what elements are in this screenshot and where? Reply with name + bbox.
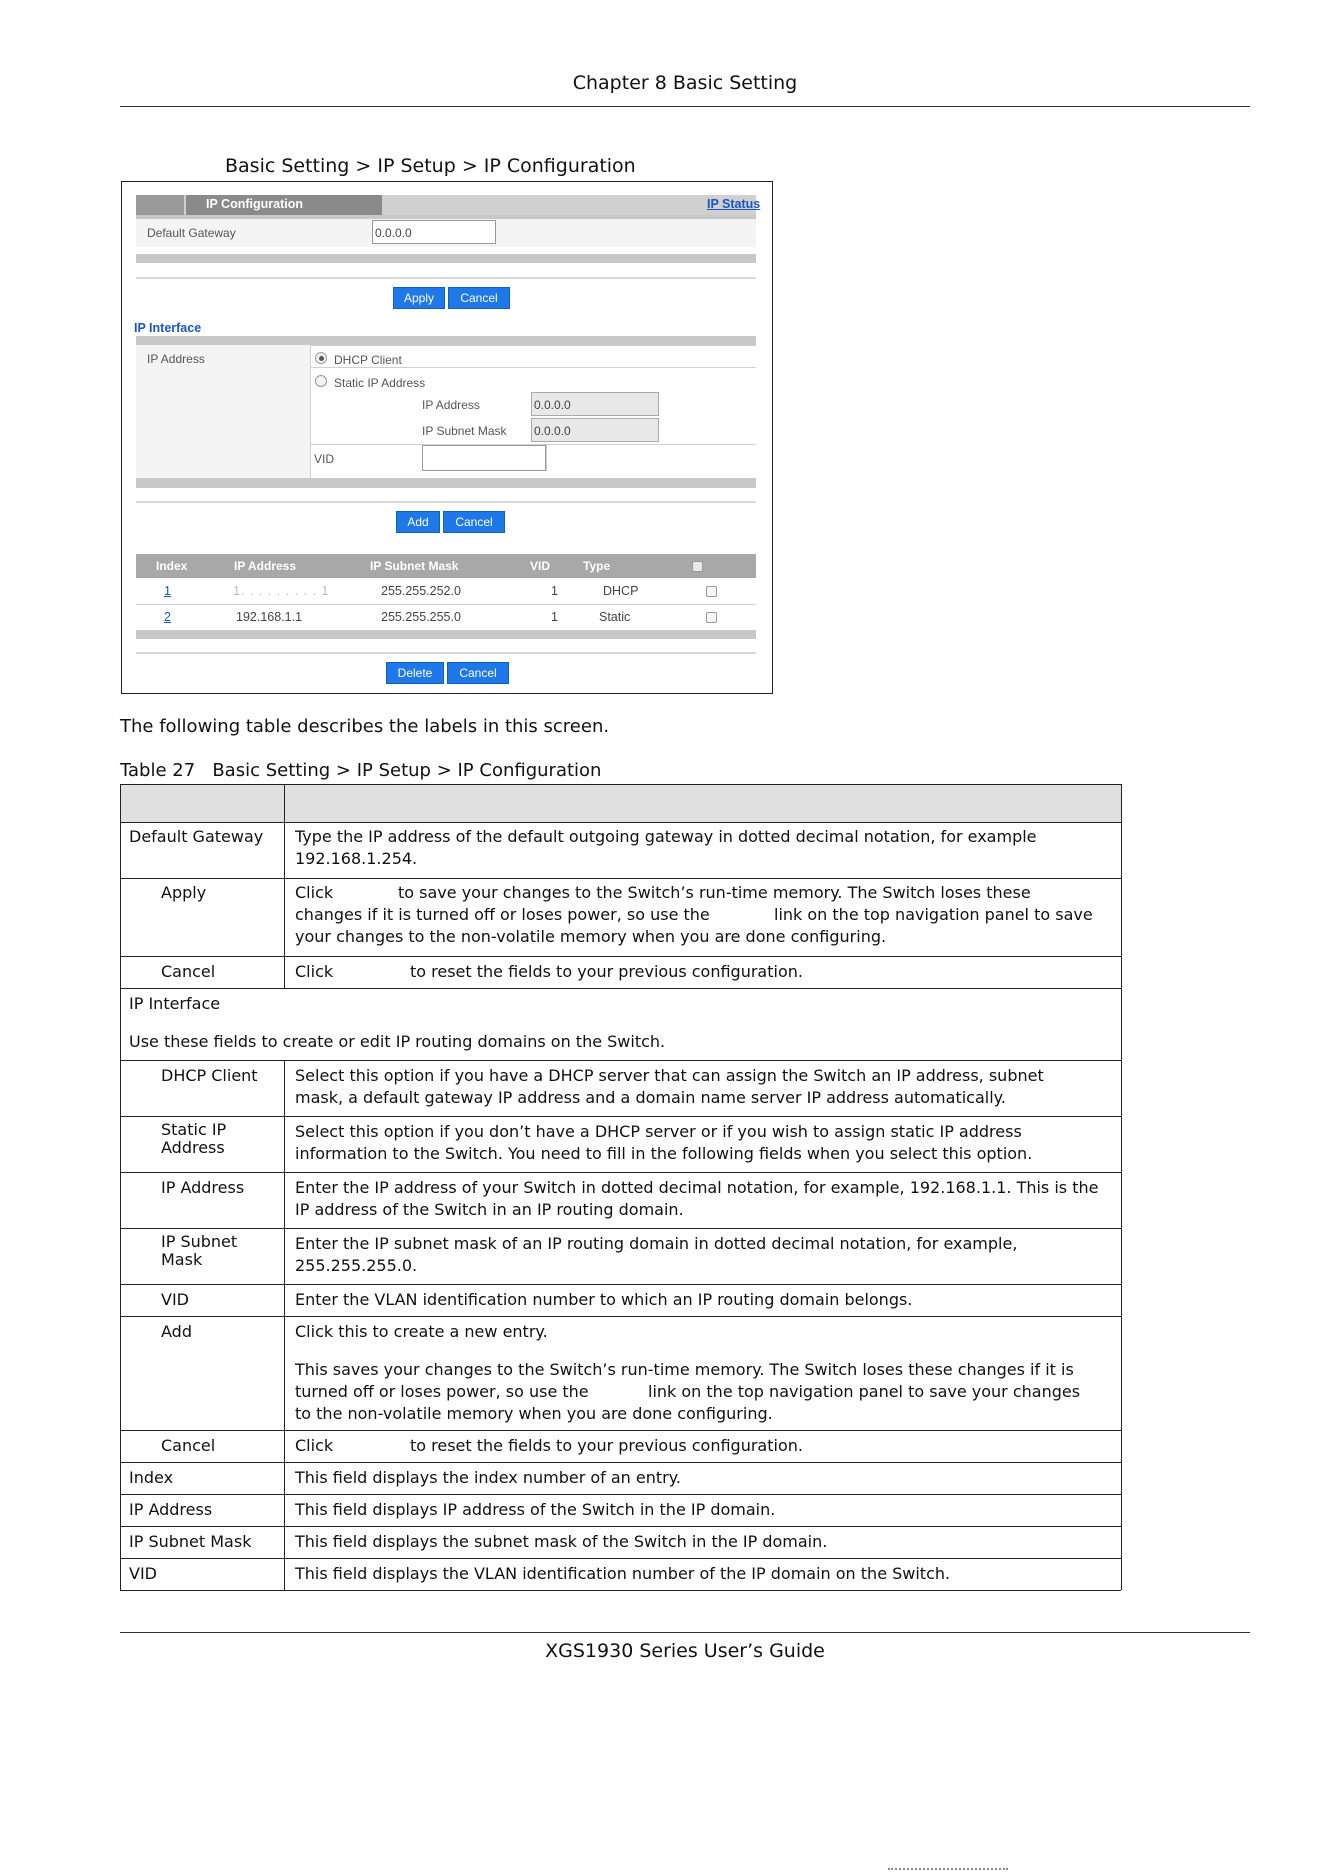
dhcp-client-label: DHCP Client (334, 353, 402, 367)
row-desc-ip-address: Enter the IP address of your Switch in dotted decimal notation, for example, 192.168.1.1. This is the IP address of the Switch in an IP routing domain. (295, 1178, 1099, 1219)
ip-configuration-screenshot (121, 181, 773, 694)
col-index: Index (156, 559, 188, 573)
row-desc-dhcp-client: Select this option if you have a DHCP server that can assign the Switch an IP address, subnet mask, a default gateway IP address and a domain name server IP address automatically. (295, 1066, 1044, 1107)
default-gateway-label: Default Gateway (147, 226, 236, 240)
row-label-ip-interface: IP Interface (129, 994, 221, 1013)
page-footer: XGS1930 Series User’s Guide (545, 1640, 825, 1662)
figure-caption: Basic Setting > IP Setup > IP Configuration (225, 155, 636, 177)
row-label-cancel-add: Cancel (161, 1436, 216, 1455)
header-rule (120, 106, 1250, 107)
row-type: DHCP (603, 584, 639, 598)
page-header: Chapter 8 Basic Setting (572, 72, 798, 94)
apply-button[interactable]: Apply (393, 287, 445, 309)
row-desc-cancel-b: to reset the fields to your previous configuration. (410, 962, 803, 981)
row-desc-vid: Enter the VLAN identification number to which an IP routing domain belongs. (295, 1290, 913, 1309)
row-label-cancel: Cancel (161, 962, 216, 981)
row-index-link[interactable]: 2 (164, 610, 171, 624)
table-row (136, 578, 756, 604)
rule (310, 345, 311, 482)
intro-text: The following table describes the labels in this screen. (120, 716, 610, 737)
cancel-add-button[interactable]: Cancel (443, 511, 505, 533)
divider (136, 652, 756, 654)
band (136, 336, 756, 345)
row-desc-cancel-add-a: Click (295, 1436, 334, 1455)
row-desc-cancel-a: Click (295, 962, 334, 981)
row-ip: 192.168.1.1 (236, 610, 303, 624)
row-desc-apply-3: your changes to the non-volatile memory when you are done configuring. (295, 927, 887, 946)
row-desc-add-1: Click this to create a new entry. (295, 1322, 548, 1341)
ip-status-link[interactable]: IP Status (707, 197, 761, 211)
row-desc-add-2: This saves your changes to the Switch’s run-time memory. The Switch loses these changes if it is (295, 1360, 1074, 1379)
ip-address-label: IP Address (147, 352, 205, 366)
row-label-static-ip: Static IP Address (161, 1120, 227, 1157)
cancel-button[interactable]: Cancel (448, 287, 510, 309)
col-ip-address: IP Address (234, 559, 297, 573)
vid-input[interactable] (422, 445, 546, 471)
static-subnet-label: IP Subnet Mask (422, 424, 507, 438)
band (136, 478, 756, 488)
static-ip-radio[interactable] (315, 375, 327, 387)
row-desc-apply-1a: Click (295, 883, 334, 902)
row-label-index: Index (129, 1468, 174, 1487)
row-desc-add-3a: turned off or loses power, so use the (295, 1382, 589, 1401)
row-type: Static (599, 610, 631, 624)
row-desc-ip-subnet-mask: Enter the IP subnet mask of an IP routing domain in dotted decimal notation, for example, 255.255.255.0. (295, 1234, 1018, 1275)
row-label-ip-address: IP Address (161, 1178, 245, 1197)
delete-button[interactable]: Delete (386, 662, 444, 684)
row-label-list-vid: VID (129, 1564, 157, 1583)
footer-rule (120, 1632, 1250, 1633)
select-all-checkbox[interactable] (692, 561, 703, 572)
row-desc-index: This field displays the index number of an entry. (295, 1468, 682, 1487)
row-desc-default-gateway: Type the IP address of the default outgoing gateway in dotted decimal notation, for example 192.168.1.254. (295, 827, 1037, 868)
row-desc-add-3b: link on the top navigation panel to save your changes (648, 1382, 1081, 1401)
static-ip-address-label: IP Address (422, 398, 480, 412)
row-label-dhcp-client: DHCP Client (161, 1066, 258, 1085)
scan-marks (888, 1868, 1008, 1872)
row-checkbox[interactable] (706, 586, 717, 597)
col-type: Type (583, 559, 611, 573)
row-desc-list-vid: This field displays the VLAN identification number of the IP domain on the Switch. (295, 1564, 951, 1583)
row-vid: 1 (551, 610, 558, 624)
band (136, 630, 756, 639)
row-mask: 255.255.255.0 (381, 610, 461, 624)
row-index-link[interactable]: 1 (164, 584, 171, 598)
row-vid: 1 (551, 584, 558, 598)
section-title: IP Configuration (206, 197, 303, 211)
row-desc-apply-2b: link on the top navigation panel to save (774, 905, 1093, 924)
row-ip: 1. . . . . . . . . 1 (233, 584, 330, 598)
row-desc-add-4: to the non-volatile memory when you are done configuring. (295, 1404, 773, 1423)
divider (136, 277, 756, 279)
row-desc-static-ip: Select this option if you don’t have a DHCP server or if you wish to assign static IP address information to the Switch. You need to fill in the following fields when you select this option. (295, 1122, 1033, 1163)
band (136, 254, 756, 263)
static-ip-label: Static IP Address (334, 376, 426, 390)
table-caption: Table 27 Basic Setting > IP Setup > IP Configuration (120, 760, 602, 781)
table-row (136, 604, 756, 630)
add-button[interactable]: Add (396, 511, 440, 533)
rule (546, 445, 547, 471)
ip-interface-title: IP Interface (134, 321, 202, 335)
row-label-default-gateway: Default Gateway (129, 827, 264, 846)
row-checkbox[interactable] (706, 612, 717, 623)
row-label-ip-subnet-mask: IP Subnet Mask (161, 1232, 238, 1269)
row-label-add: Add (161, 1322, 192, 1341)
table-header-band (120, 784, 1121, 822)
cancel-delete-button[interactable]: Cancel (447, 662, 509, 684)
row-desc-apply-2a: changes if it is turned off or loses power, so use the (295, 905, 710, 924)
row-mask: 255.255.252.0 (381, 584, 461, 598)
description-table (120, 784, 1121, 1598)
row-label-apply: Apply (161, 883, 207, 902)
rule (310, 345, 756, 346)
rule (310, 367, 756, 368)
row-desc-ip-interface: Use these fields to create or edit IP routing domains on the Switch. (129, 1032, 666, 1051)
row-desc-list-subnet-mask: This field displays the subnet mask of the Switch in the IP domain. (295, 1532, 828, 1551)
row-label-vid: VID (161, 1290, 189, 1309)
row-desc-apply-1b: to save your changes to the Switch’s run-time memory. The Switch loses these (398, 883, 1031, 902)
static-subnet-input[interactable]: 0.0.0.0 (531, 418, 659, 442)
dhcp-client-radio[interactable] (315, 352, 327, 364)
col-subnet-mask: IP Subnet Mask (370, 559, 459, 573)
row-label-list-subnet-mask: IP Subnet Mask (129, 1532, 252, 1551)
divider (136, 501, 756, 503)
title-tab-left (136, 195, 184, 215)
default-gateway-input[interactable]: 0.0.0.0 (372, 220, 496, 244)
row-label-list-ip-address: IP Address (129, 1500, 213, 1519)
row-desc-cancel-add-b: to reset the fields to your previous configuration. (410, 1436, 803, 1455)
col-vid: VID (530, 559, 551, 573)
vid-label: VID (314, 452, 335, 466)
row-desc-list-ip-address: This field displays IP address of the Switch in the IP domain. (295, 1500, 776, 1519)
static-ip-address-input[interactable]: 0.0.0.0 (531, 392, 659, 416)
